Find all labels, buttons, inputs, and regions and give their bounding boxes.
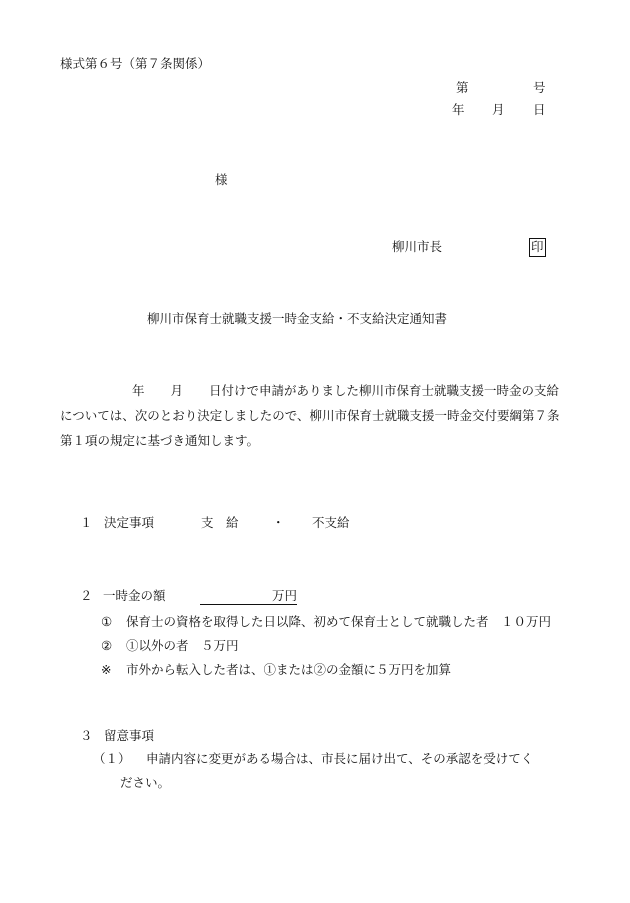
date-month: 月 — [492, 102, 505, 117]
amount-item-mark: ① — [101, 614, 113, 629]
date-day: 日 — [533, 102, 546, 117]
amount-unit: 万円 — [200, 590, 297, 605]
doc-number-prefix: 第 — [456, 80, 469, 95]
document-title: 柳川市保育士就職支援一時金支給・不支給決定通知書 — [147, 311, 448, 326]
amount-note-mark: ※ — [101, 662, 112, 677]
notice-item-mark: （１） — [93, 751, 131, 766]
decision-option-approve: 支 給 — [201, 515, 239, 530]
section2-heading: 一時金の額 — [103, 588, 166, 603]
doc-number-suffix: 号 — [533, 80, 546, 95]
section1-heading: 決定事項 — [104, 515, 155, 530]
amount-item-text: ①以外の者 ５万円 — [126, 638, 239, 653]
issuer-name: 柳川市長 — [392, 239, 443, 254]
section3-heading: 留意事項 — [104, 728, 155, 743]
date-year: 年 — [452, 102, 465, 117]
seal-text: 印 — [529, 238, 546, 257]
form-label: 様式第６号（第７条関係） — [60, 56, 211, 71]
addressee-suffix: 様 — [215, 172, 228, 187]
decision-separator: ・ — [272, 515, 285, 530]
body-month: 月 — [170, 383, 184, 398]
notice-item-line2: ださい。 — [120, 775, 171, 790]
amount-item-text: 保育士の資格を取得した日以降、初めて保育士として就職した者 １０万円 — [126, 614, 552, 629]
body-paragraph — [60, 378, 566, 453]
amount-blank — [200, 590, 297, 605]
section1-number: １ — [80, 515, 93, 530]
decision-option-deny: 不支給 — [312, 515, 350, 530]
section3-number: ３ — [80, 728, 93, 743]
body-text: 日付けで申請がありました柳川市保育士就職支援一時金の支給については、次のとおり決定しましたので、柳川市保育士就職支援一時金交付要綱第７条第１項の規定に基づき通知します。 — [60, 383, 560, 448]
amount-note-text: 市外から転入した者は、①または②の金額に５万円を加算 — [126, 662, 452, 677]
section2-number: ２ — [80, 588, 93, 603]
body-year: 年 — [132, 383, 145, 398]
notice-item-line1: 申請内容に変更がある場合は、市長に届け出て、その承認を受けてく — [146, 751, 534, 766]
amount-item-mark: ② — [101, 638, 113, 653]
seal-mark — [529, 238, 546, 257]
